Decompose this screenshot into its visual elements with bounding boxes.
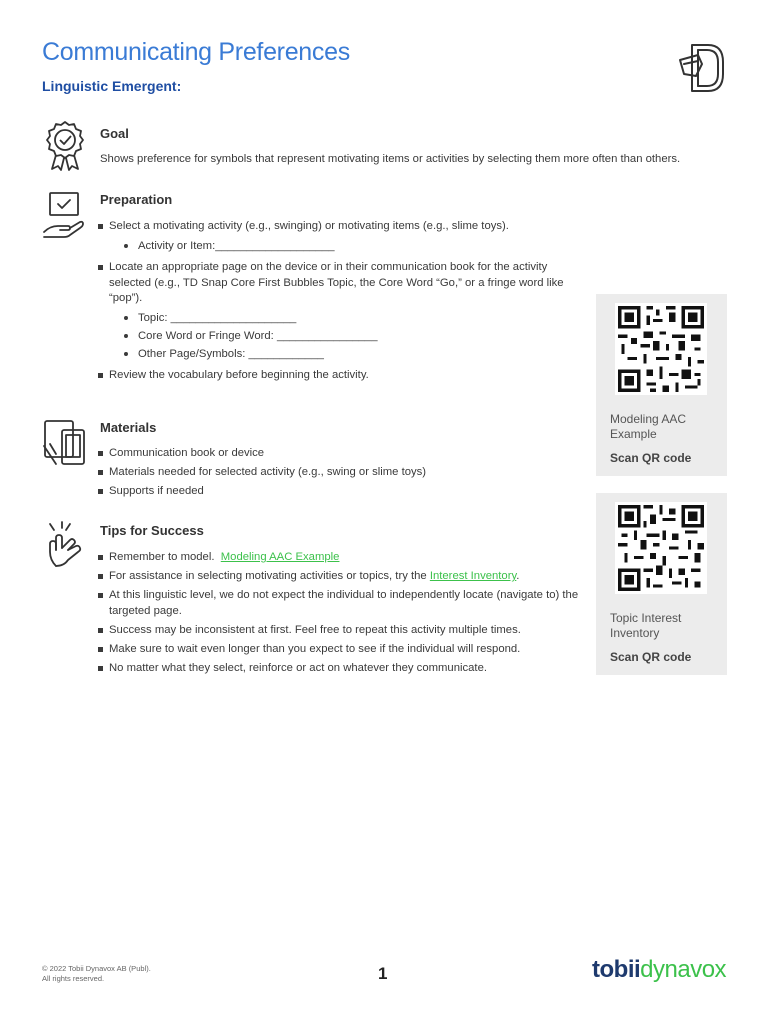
page-title: Communicating Preferences	[42, 38, 350, 66]
tip-2-suffix: .	[516, 570, 520, 582]
award-ribbon-icon	[44, 120, 86, 168]
qr-card-interest[interactable]	[596, 493, 727, 675]
list-item: Topic: ____________________	[124, 311, 576, 327]
copyright-line-2: All rights reserved.	[42, 974, 105, 983]
list-item	[98, 569, 582, 585]
prep-item-1: Select a motivating activity (e.g., swinging) or motivating items (e.g., slime toys).	[109, 220, 509, 232]
interest-inventory-link[interactable]: Interest Inventory	[429, 570, 517, 582]
brand-part-1: tobii	[592, 956, 641, 983]
list-item: At this linguistic level, we do not expect the individual to independently locate (navigate to) the targeted page.	[98, 588, 582, 619]
list-item	[98, 219, 576, 254]
goal-text: Shows preference for symbols that represent motivating items or activities by selecting them more often than others.	[100, 153, 681, 165]
page-subtitle: Linguistic Emergent:	[42, 78, 182, 94]
materials-title: Materials	[100, 420, 157, 435]
tips-title: Tips for Success	[100, 523, 204, 538]
list-item: Make sure to wait even longer than you expect to see if the individual will respond.	[98, 642, 582, 658]
goal-title: Goal	[100, 126, 129, 141]
qr-label-interest: Topic Interest Inventory	[610, 611, 682, 640]
tip-1-text: Remember to model.	[109, 551, 221, 563]
list-item: Success may be inconsistent at first. Feel free to repeat this activity multiple times.	[98, 623, 582, 639]
prep-item-2: Locate an appropriate page on the device or in their communication book for the activity selected (e.g., TD Snap Core First Bubbles Topic, the Core Word “Go,” or a fringe word like “pop”).	[109, 261, 564, 304]
book-hand-icon	[676, 42, 726, 94]
list-item: Other Page/Symbols: ____________	[124, 347, 576, 363]
page-number: 1	[378, 964, 388, 983]
list-item	[98, 550, 582, 566]
tip-2-text: For assistance in selecting motivating activities or topics, try the	[109, 570, 430, 582]
materials-list-container	[98, 446, 576, 503]
brand-logo	[592, 956, 726, 984]
list-item: Core Word or Fringe Word: ________________	[124, 329, 576, 345]
list-item: No matter what they select, reinforce or act on whatever they communicate.	[98, 661, 582, 677]
materials-list	[98, 446, 576, 500]
brand-part-2: dynavox	[640, 956, 727, 983]
list-item: Communication book or device	[98, 446, 576, 462]
list-item: Supports if needed	[98, 484, 576, 500]
qr-scan-interest: Scan QR code	[610, 650, 692, 664]
qr-code-icon[interactable]	[615, 303, 707, 395]
preparation-list	[98, 219, 576, 384]
list-item: Materials needed for selected activity (e.g., swing or slime toys)	[98, 465, 576, 481]
preparation-title: Preparation	[100, 192, 173, 207]
list-item: Review the vocabulary before beginning the activity.	[98, 368, 576, 384]
modeling-aac-link[interactable]: Modeling AAC Example	[220, 551, 340, 563]
qr-scan-modeling: Scan QR code	[610, 451, 692, 465]
tips-list	[98, 550, 582, 676]
list-item	[98, 260, 576, 362]
tips-list-container	[98, 550, 582, 680]
qr-label-modeling: Modeling AAC Example	[610, 412, 687, 441]
preparation-list-container	[98, 219, 576, 387]
qr-code-icon[interactable]	[615, 502, 707, 594]
list-item: Activity or Item:___________________	[124, 239, 576, 255]
copyright	[42, 964, 151, 984]
qr-card-modeling[interactable]	[596, 294, 727, 476]
copyright-line-1: © 2022 Tobii Dynavox AB (Publ).	[42, 964, 151, 973]
tablet-icon	[42, 418, 84, 466]
hand-gesture-icon	[46, 520, 88, 568]
checkbox-hand-icon	[42, 190, 84, 238]
